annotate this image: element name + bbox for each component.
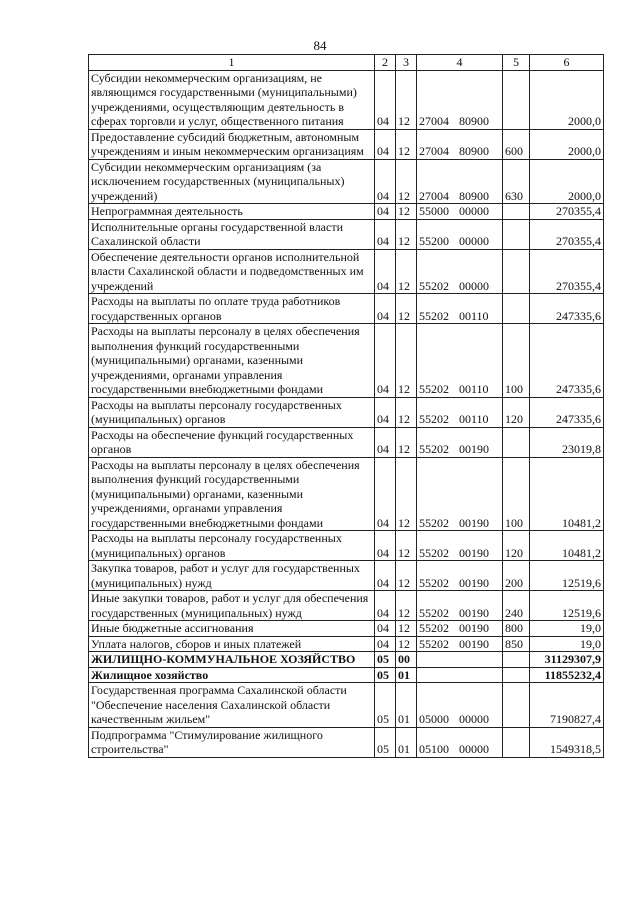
amount-cell: 10481,2 [530, 531, 604, 561]
row-name: Непрограммная деятельность [89, 204, 375, 220]
target-article-part-1: 05000 [419, 712, 449, 726]
amount-cell: 247335,6 [530, 294, 604, 324]
target-article-part-1: 55202 [419, 636, 449, 651]
expense-type-code: 200 [503, 561, 530, 591]
section-code: 04 [375, 457, 396, 531]
target-article-part-2: 00190 [459, 442, 489, 456]
header-cell: 3 [396, 55, 417, 71]
header-cell: 6 [530, 55, 604, 71]
target-article-part-1: 05100 [419, 742, 449, 756]
section-code: 04 [375, 591, 396, 621]
subsection-code: 01 [396, 727, 417, 757]
target-article-code [417, 70, 503, 129]
subsection-code: 12 [396, 561, 417, 591]
table-header-row [89, 55, 604, 71]
target-article-part-1: 27004 [419, 114, 449, 128]
target-article-part-1: 55202 [419, 412, 449, 426]
table-row [89, 531, 604, 561]
target-article-part-2: 00190 [459, 575, 489, 590]
expense-type-code [503, 652, 530, 668]
expense-type-code: 100 [503, 457, 530, 531]
amount-cell: 270355,4 [530, 219, 604, 249]
row-name: Расходы на выплаты по оплате труда работников государственных органов [89, 294, 375, 324]
row-name: Обеспечение деятельности органов исполнительной власти Сахалинской области и подведомственных им учреждений [89, 249, 375, 294]
target-article-part-1: 55202 [419, 605, 449, 620]
expense-type-code [503, 667, 530, 683]
expense-type-code [503, 727, 530, 757]
target-article-code [417, 727, 503, 757]
target-article-code [417, 397, 503, 427]
table-row [89, 219, 604, 249]
expense-type-code: 120 [503, 531, 530, 561]
amount-cell: 19,0 [530, 621, 604, 637]
expense-type-code [503, 204, 530, 220]
section-code: 04 [375, 621, 396, 637]
target-article-part-2: 80900 [459, 114, 489, 128]
target-article-code [417, 652, 503, 668]
table-row [89, 591, 604, 621]
amount-cell: 2000,0 [530, 70, 604, 129]
section-code: 04 [375, 159, 396, 204]
subsection-code: 12 [396, 159, 417, 204]
section-code: 04 [375, 129, 396, 159]
target-article-code [417, 561, 503, 591]
subsection-code: 12 [396, 249, 417, 294]
expense-type-code [503, 427, 530, 457]
row-name: Расходы на выплаты персоналу в целях обеспечения выполнения функций государственными (муниципальными) органами, казенными учреждениями, органами управления государственными внебюджетными фондами [89, 457, 375, 531]
section-code: 04 [375, 561, 396, 591]
section-code: 04 [375, 294, 396, 324]
table-row [89, 204, 604, 220]
subsection-code: 12 [396, 324, 417, 398]
table-row [89, 667, 604, 683]
target-article-part-1: 55202 [419, 278, 449, 293]
target-article-part-2: 00190 [459, 605, 489, 620]
table-row [89, 561, 604, 591]
target-article-code [417, 683, 503, 728]
target-article-part-1: 55202 [419, 575, 449, 590]
table-row [89, 129, 604, 159]
expense-type-code: 120 [503, 397, 530, 427]
target-article-part-2: 00000 [459, 204, 489, 218]
subsection-code: 12 [396, 531, 417, 561]
subsection-code: 00 [396, 652, 417, 668]
table-row [89, 397, 604, 427]
amount-cell: 270355,4 [530, 249, 604, 294]
target-article-code [417, 427, 503, 457]
target-article-part-1: 55202 [419, 308, 449, 323]
amount-cell: 23019,8 [530, 427, 604, 457]
row-name: Закупка товаров, работ и услуг для государственных (муниципальных) нужд [89, 561, 375, 591]
section-code: 04 [375, 219, 396, 249]
target-article-code [417, 324, 503, 398]
expense-type-code [503, 294, 530, 324]
target-article-part-1: 27004 [419, 144, 449, 158]
target-article-part-2: 00110 [459, 412, 489, 426]
expense-type-code: 630 [503, 159, 530, 204]
amount-cell: 270355,4 [530, 204, 604, 220]
subsection-code: 01 [396, 667, 417, 683]
table-row [89, 457, 604, 531]
amount-cell: 247335,6 [530, 324, 604, 398]
target-article-code [417, 591, 503, 621]
page-number: 84 [313, 38, 327, 53]
subsection-code: 01 [396, 683, 417, 728]
target-article-code [417, 219, 503, 249]
row-name: ЖИЛИЩНО-КОММУНАЛЬНОЕ ХОЗЯЙСТВО [89, 652, 375, 668]
row-name: Подпрограмма "Стимулирование жилищного строительства" [89, 727, 375, 757]
target-article-part-2: 00110 [459, 382, 489, 396]
target-article-part-1: 55202 [419, 442, 449, 456]
subsection-code: 12 [396, 457, 417, 531]
row-name: Субсидии некоммерческим организациям (за исключением государственных (муниципальных) учреждений) [89, 159, 375, 204]
target-article-part-2: 00000 [459, 278, 489, 293]
target-article-code [417, 129, 503, 159]
section-code: 04 [375, 427, 396, 457]
row-name: Исполнительные органы государственной власти Сахалинской области [89, 219, 375, 249]
expense-type-code [503, 219, 530, 249]
target-article-code [417, 621, 503, 637]
target-article-part-2: 00110 [459, 308, 489, 323]
target-article-part-1: 55200 [419, 234, 449, 248]
header-cell: 4 [417, 55, 503, 71]
subsection-code: 12 [396, 621, 417, 637]
subsection-code: 12 [396, 397, 417, 427]
row-name: Расходы на выплаты персоналу государственных (муниципальных) органов [89, 531, 375, 561]
amount-cell: 1549318,5 [530, 727, 604, 757]
amount-cell: 2000,0 [530, 129, 604, 159]
amount-cell: 2000,0 [530, 159, 604, 204]
target-article-code [417, 457, 503, 531]
target-article-part-2: 00000 [459, 742, 489, 756]
target-article-part-1: 27004 [419, 188, 449, 203]
section-code: 05 [375, 667, 396, 683]
target-article-code [417, 249, 503, 294]
target-article-code [417, 294, 503, 324]
row-name: Иные закупки товаров, работ и услуг для обеспечения государственных (муниципальных) нужд [89, 591, 375, 621]
table-row [89, 70, 604, 129]
amount-cell: 31129307,9 [530, 652, 604, 668]
subsection-code: 12 [396, 636, 417, 652]
table-row [89, 159, 604, 204]
expense-type-code: 800 [503, 621, 530, 637]
section-code: 04 [375, 204, 396, 220]
target-article-part-2: 80900 [459, 188, 489, 203]
target-article-code [417, 667, 503, 683]
section-code: 05 [375, 727, 396, 757]
subsection-code: 12 [396, 70, 417, 129]
target-article-part-2: 80900 [459, 144, 489, 158]
row-name: Предоставление субсидий бюджетным, автономным учреждениям и иным некоммерческим организациям [89, 129, 375, 159]
target-article-part-1: 55202 [419, 515, 449, 530]
row-name: Субсидии некоммерческим организациям, не являющимся государственными (муниципальными) учреждениями, осуществляющим деятельность в сферах торговли и услуг, общественного питания [89, 70, 375, 129]
header-cell: 5 [503, 55, 530, 71]
section-code: 04 [375, 324, 396, 398]
amount-cell: 247335,6 [530, 397, 604, 427]
section-code: 04 [375, 397, 396, 427]
table-row [89, 636, 604, 652]
amount-cell: 12519,6 [530, 591, 604, 621]
target-article-part-2: 00000 [459, 234, 489, 248]
target-article-part-2: 00190 [459, 515, 489, 530]
target-article-code [417, 531, 503, 561]
expense-type-code [503, 683, 530, 728]
row-name: Расходы на обеспечение функций государственных органов [89, 427, 375, 457]
row-name: Иные бюджетные ассигнования [89, 621, 375, 637]
budget-table [88, 54, 604, 758]
target-article-part-1: 55000 [419, 204, 449, 218]
row-name: Расходы на выплаты персоналу государственных (муниципальных) органов [89, 397, 375, 427]
row-name: Жилищное хозяйство [89, 667, 375, 683]
table-row [89, 249, 604, 294]
section-code: 04 [375, 531, 396, 561]
target-article-part-1: 55202 [419, 545, 449, 560]
subsection-code: 12 [396, 591, 417, 621]
target-article-code [417, 204, 503, 220]
subsection-code: 12 [396, 129, 417, 159]
table-row [89, 683, 604, 728]
target-article-part-2: 00190 [459, 621, 489, 635]
expense-type-code: 240 [503, 591, 530, 621]
section-code: 05 [375, 652, 396, 668]
section-code: 05 [375, 683, 396, 728]
target-article-part-1: 55202 [419, 621, 449, 635]
amount-cell: 19,0 [530, 636, 604, 652]
table-row [89, 324, 604, 398]
section-code: 04 [375, 70, 396, 129]
amount-cell: 10481,2 [530, 457, 604, 531]
subsection-code: 12 [396, 427, 417, 457]
subsection-code: 12 [396, 294, 417, 324]
expense-type-code: 850 [503, 636, 530, 652]
subsection-code: 12 [396, 219, 417, 249]
amount-cell: 11855232,4 [530, 667, 604, 683]
row-name: Уплата налогов, сборов и иных платежей [89, 636, 375, 652]
expense-type-code [503, 70, 530, 129]
expense-type-code: 600 [503, 129, 530, 159]
target-article-part-2: 00190 [459, 636, 489, 651]
section-code: 04 [375, 249, 396, 294]
header-cell: 2 [375, 55, 396, 71]
subsection-code: 12 [396, 204, 417, 220]
target-article-part-2: 00000 [459, 712, 489, 726]
row-name: Расходы на выплаты персоналу в целях обеспечения выполнения функций государственными (муниципальными) органами, казенными учреждениями, органами управления государственными внебюджетными фондами [89, 324, 375, 398]
section-code: 04 [375, 636, 396, 652]
target-article-part-2: 00190 [459, 545, 489, 560]
row-name: Государственная программа Сахалинской области "Обеспечение населения Сахалинской области качественным жильем" [89, 683, 375, 728]
table-row [89, 294, 604, 324]
target-article-part-1: 55202 [419, 382, 449, 396]
target-article-code [417, 159, 503, 204]
expense-type-code [503, 249, 530, 294]
amount-cell: 12519,6 [530, 561, 604, 591]
expense-type-code: 100 [503, 324, 530, 398]
table-row [89, 621, 604, 637]
table-row [89, 727, 604, 757]
table-row [89, 652, 604, 668]
amount-cell: 7190827,4 [530, 683, 604, 728]
header-cell: 1 [89, 55, 375, 71]
target-article-code [417, 636, 503, 652]
table-row [89, 427, 604, 457]
